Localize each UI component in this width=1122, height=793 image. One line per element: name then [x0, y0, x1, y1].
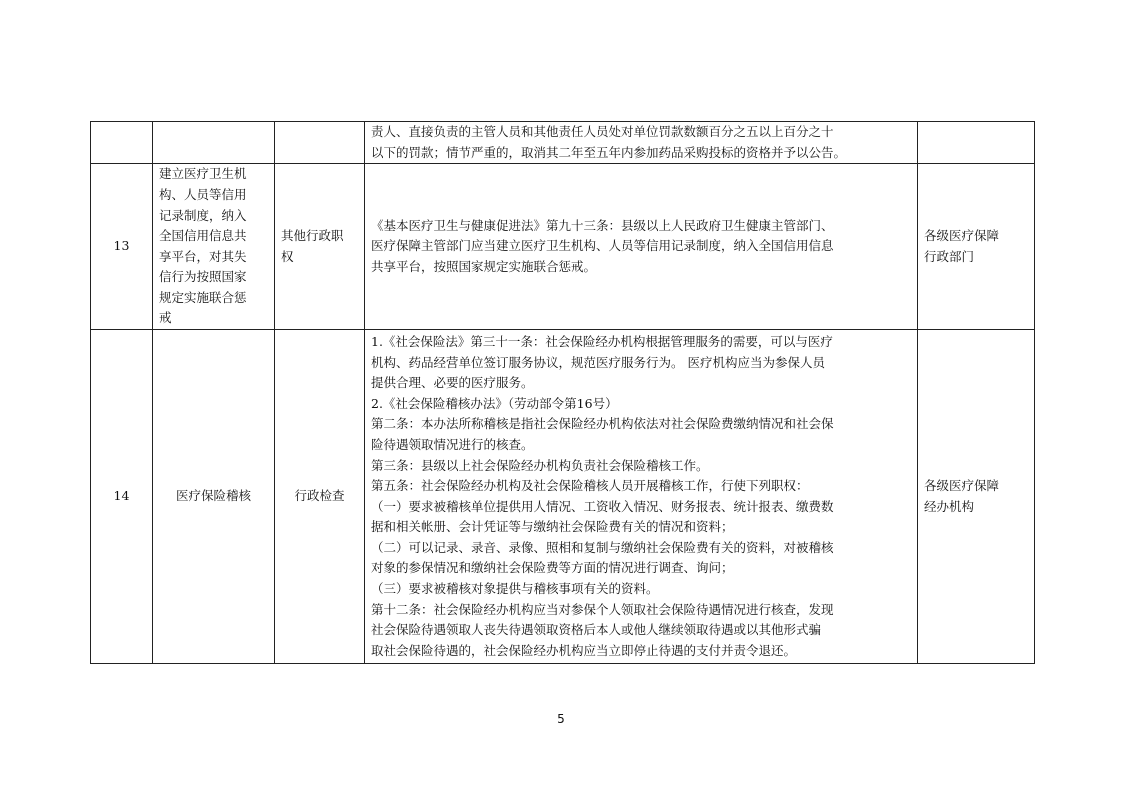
legal-basis-line: 1.《社会保险法》第三十一条：社会保险经办机构根据管理服务的需要，可以与医疗 [371, 333, 833, 349]
power-type-line: 行政检查 [294, 488, 345, 504]
power-list-table [90, 121, 1035, 664]
legal-basis-line: 医疗保障主管部门应当建立医疗卫生机构、人员等信用记录制度，纳入全国信用信息 [371, 238, 834, 254]
legal-basis-line: 第三条：县级以上社会保险经办机构负责社会保险稽核工作。 [371, 457, 709, 473]
legal-basis-line: （二）可以记录、录音、录像、照相和复制与缴纳社会保险费有关的资料，对被稽核 [371, 539, 834, 555]
responsible-dept-line: 经办机构 [924, 498, 975, 514]
legal-basis-line: 社会保险待遇领取人丧失待遇领取资格后本人或他人继续领取待遇或以其他形式骗 [371, 622, 822, 638]
cell-power-type [275, 122, 365, 164]
legal-basis-line: 第二条：本办法所称稽核是指社会保险经办机构依法对社会保险费缴纳情况和社会保 [371, 416, 834, 432]
table-body [91, 122, 1035, 664]
cell-item-name [153, 164, 275, 330]
item-name-line: 建立医疗卫生机 [159, 166, 247, 182]
cell-number [91, 164, 153, 330]
legal-basis-line: 第十二条：社会保险经办机构应当对参保个人领取社会保险待遇情况进行核查，发现 [371, 601, 834, 617]
item-number: 13 [113, 238, 130, 254]
page-number: 5 [557, 712, 565, 726]
cell-power-type [275, 330, 365, 664]
table-row [91, 164, 1035, 330]
cell-item-name [153, 330, 275, 664]
legal-basis-line: 据和相关帐册、会计凭证等与缴纳社会保险费有关的情况和资料； [371, 519, 734, 535]
legal-basis-line: 第五条：社会保险经办机构及社会保险稽核人员开展稽核工作，行使下列职权： [371, 478, 809, 494]
cell-number [91, 122, 153, 164]
legal-basis-line: 对象的参保情况和缴纳社会保险费等方面的情况进行调查、询问； [371, 560, 734, 576]
item-number: 14 [113, 488, 130, 504]
item-name-line: 构、人员等信用 [159, 186, 247, 202]
cell-legal-basis [365, 330, 918, 664]
item-name-line: 戒 [159, 310, 172, 326]
item-name-line: 信行为按照国家 [159, 269, 247, 285]
responsible-dept-line: 各级医疗保障 [924, 228, 1000, 244]
legal-basis-line: 共享平台，按照国家规定实施联合惩戒。 [371, 258, 597, 274]
item-name-line: 记录制度，纳入 [159, 207, 247, 223]
item-name-line: 医疗保险稽核 [175, 488, 251, 504]
legal-basis-line: 责人、直接负责的主管人员和其他责任人员处对单位罚款数额百分之五以上百分之十 [371, 124, 834, 139]
cell-responsible-dept [918, 164, 1035, 330]
cell-legal-basis [365, 122, 918, 164]
power-type-line: 权 [281, 248, 294, 264]
legal-basis-line: （一）要求被稽核单位提供用人情况、工资收入情况、财务报表、统计报表、缴费数 [371, 498, 834, 514]
cell-legal-basis [365, 164, 918, 330]
power-type-line: 其他行政职 [281, 228, 344, 244]
responsible-dept-line: 各级医疗保障 [924, 478, 1000, 494]
cell-item-name [153, 122, 275, 164]
legal-basis-line: （三）要求被稽核对象提供与稽核事项有关的资料。 [371, 581, 659, 597]
item-name-line: 享平台，对其失 [159, 248, 247, 264]
cell-power-type [275, 164, 365, 330]
legal-basis-line: 2.《社会保险稽核办法》（劳动部令第16号） [371, 395, 618, 411]
legal-basis-line: 机构、药品经营单位签订服务协议，规范医疗服务行为。 医疗机构应当为参保人员 [371, 354, 825, 370]
legal-basis-line: 取社会保险待遇的，社会保险经办机构应当立即停止待遇的支付并责令退还。 [371, 642, 797, 658]
cell-number [91, 330, 153, 664]
cell-responsible-dept [918, 330, 1035, 664]
item-name-line: 规定实施联合惩 [159, 289, 247, 305]
legal-basis-line: 险待遇领取情况进行的核查。 [371, 436, 534, 452]
legal-basis-line: 提供合理、必要的医疗服务。 [371, 375, 534, 391]
legal-basis-line: 以下的罚款；情节严重的，取消其二年至五年内参加药品采购投标的资格并予以公告。 [371, 144, 847, 160]
item-name-line: 全国信用信息共 [159, 228, 247, 244]
legal-basis-line: 《基本医疗卫生与健康促进法》第九十三条：县级以上人民政府卫生健康主管部门、 [371, 217, 834, 233]
responsible-dept-line: 行政部门 [924, 248, 975, 264]
table-row [91, 330, 1035, 664]
cell-responsible-dept [918, 122, 1035, 164]
table-row [91, 122, 1035, 164]
